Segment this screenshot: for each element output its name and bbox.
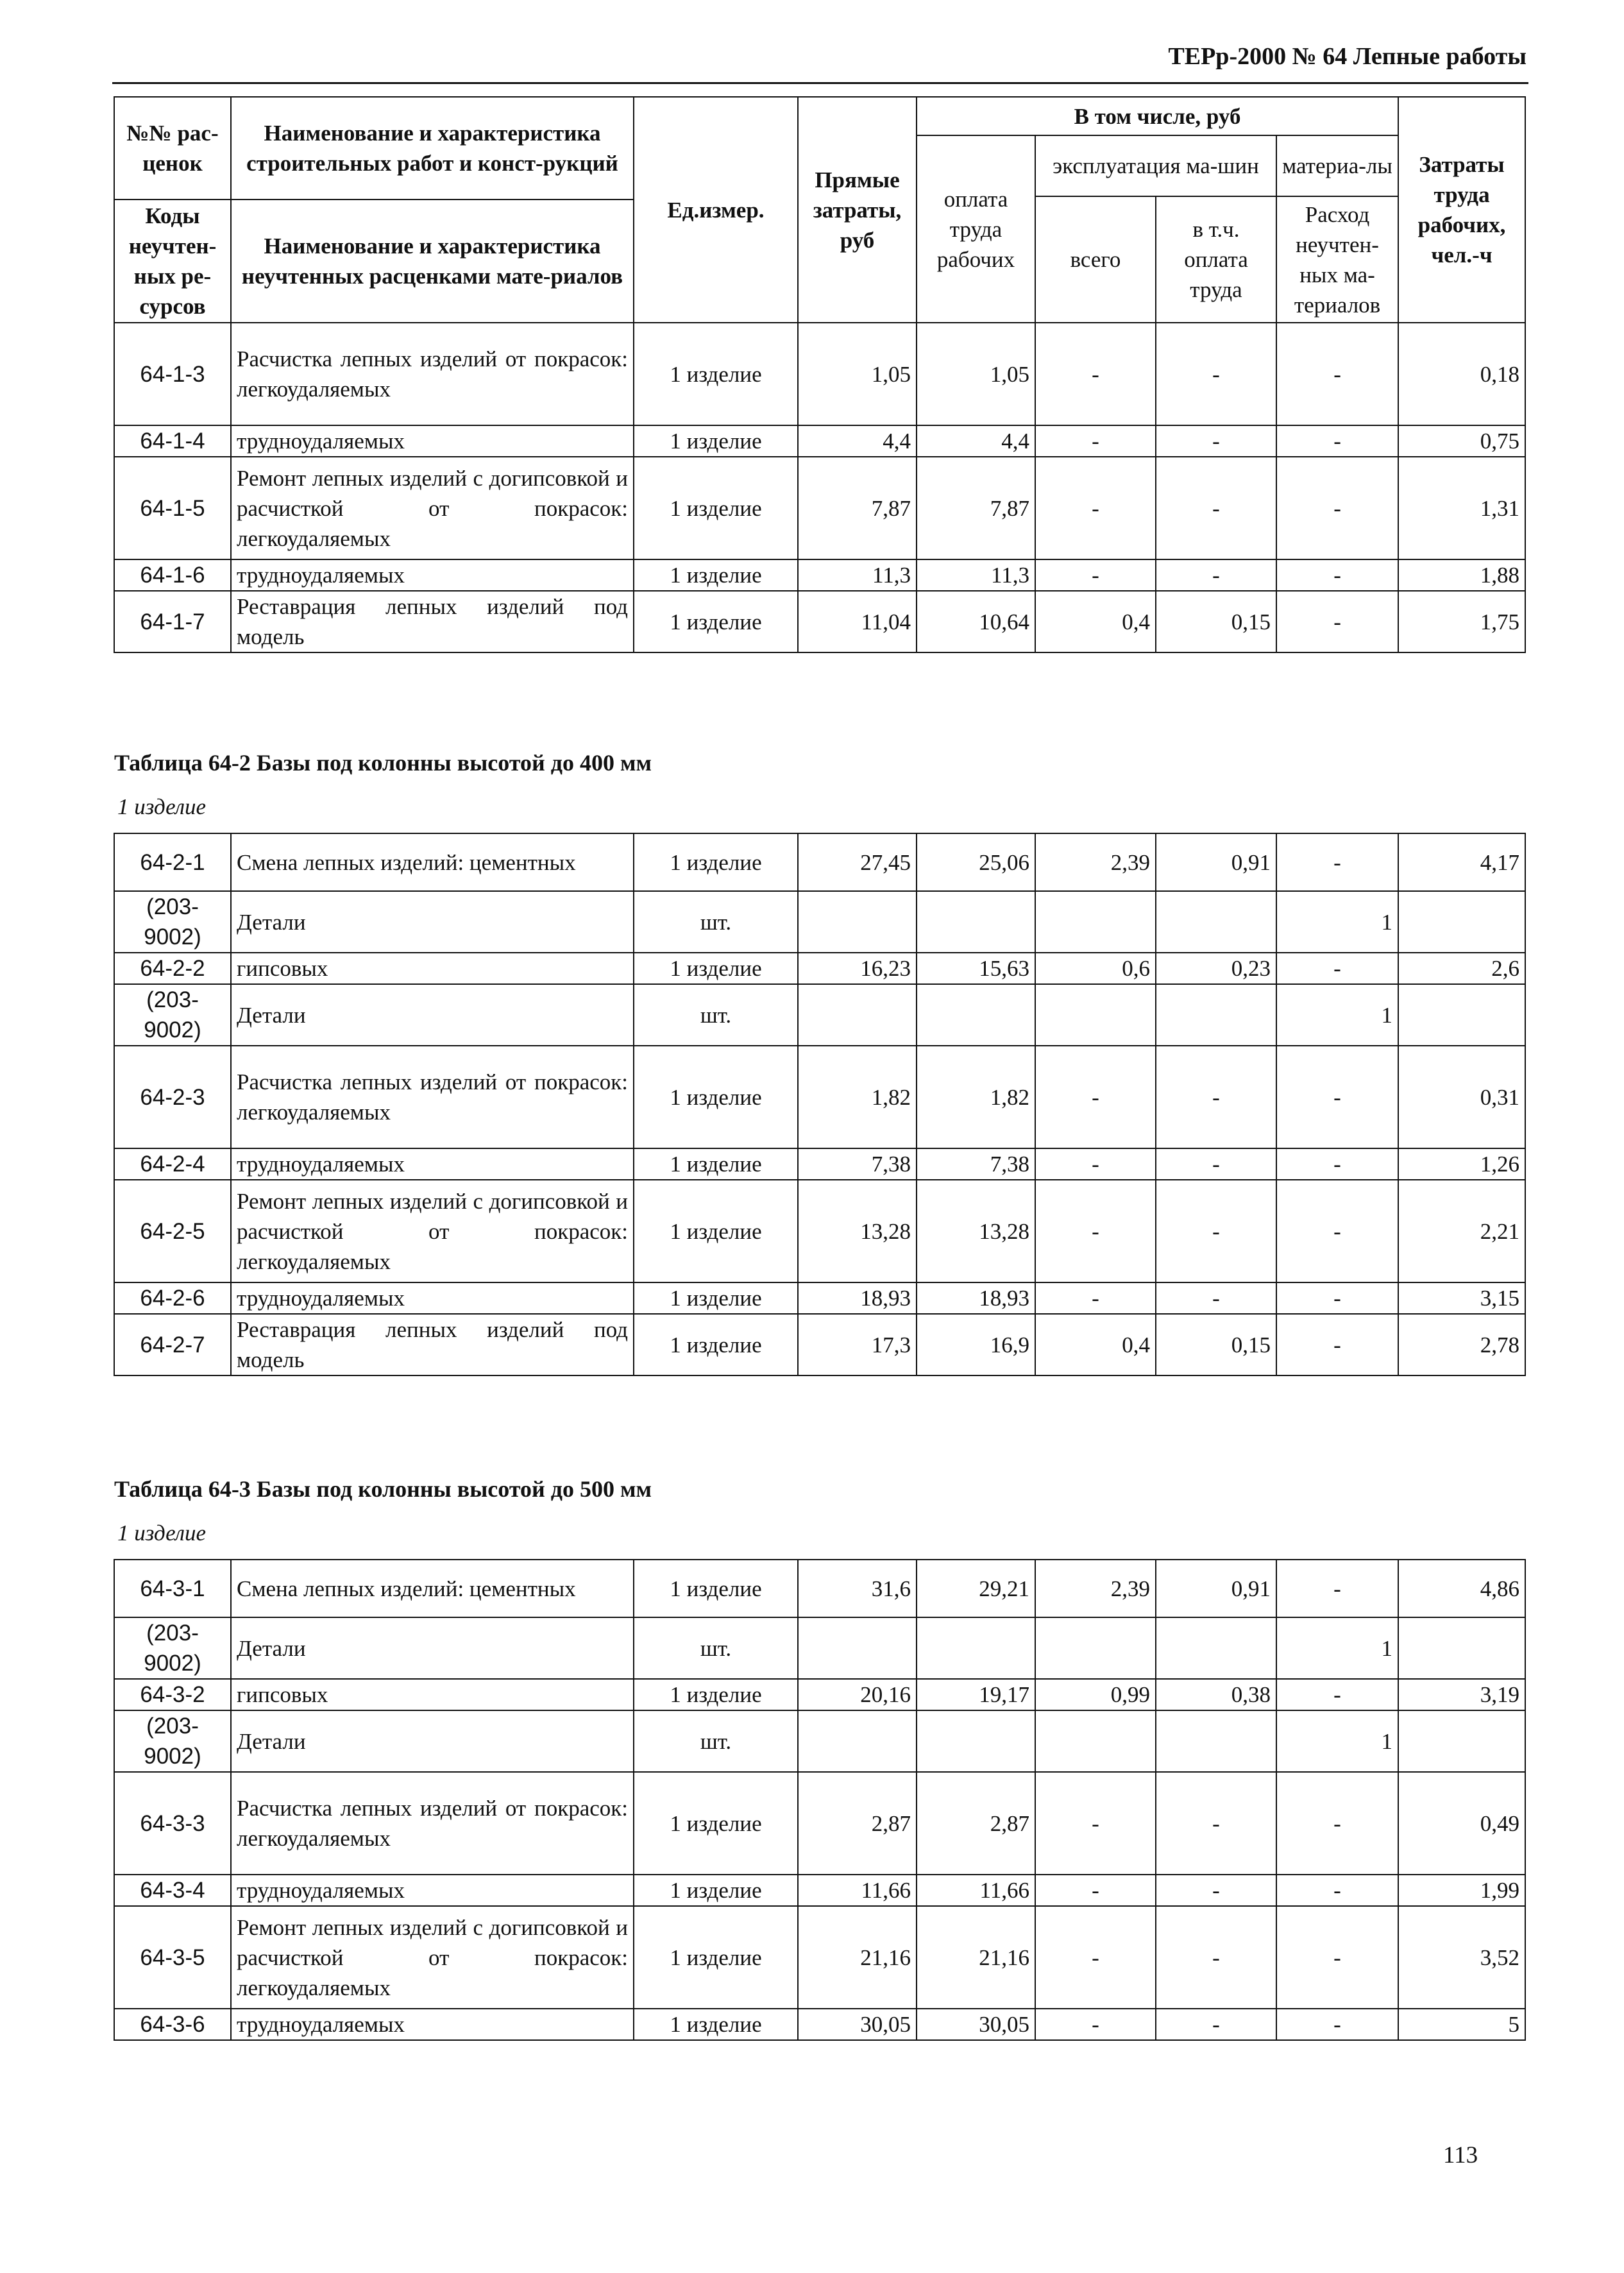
cell-code: (203-9002) [114,984,231,1046]
cell-mach-labor: - [1156,2009,1276,2040]
cell-labor-pay: 7,87 [917,457,1035,559]
cell-materials: - [1276,833,1398,891]
table-row [114,1314,1525,1375]
cell-materials: 1 [1276,1710,1398,1772]
cell-unit: шт. [634,1617,798,1679]
table-row [114,591,1525,652]
cell-materials: - [1276,591,1398,652]
cell-labor-pay: 18,93 [917,1282,1035,1314]
cell-materials: - [1276,559,1398,591]
cell-labor-cost: 1,31 [1398,457,1525,559]
cell-name: Расчистка лепных изделий от покрасок: легкоудаляемых [231,323,634,425]
cell-mach-total: 0,99 [1035,1679,1156,1710]
cell-mach-labor: - [1156,323,1276,425]
col-header-code: №№ рас-ценок [114,97,231,200]
cell-name: Реставрация лепных изделий под модель [231,1314,634,1375]
cell-mach-total: - [1035,1875,1156,1906]
cell-mach-total: - [1035,1046,1156,1148]
col-header-direct: Прямые затраты, руб [798,97,917,323]
cell-materials: - [1276,1906,1398,2009]
col-header-labor-pay: оплата труда рабочих [917,135,1035,323]
cell-labor-pay: 11,66 [917,1875,1035,1906]
cell-code: 64-1-7 [114,591,231,652]
cell-direct: 18,93 [798,1282,917,1314]
col-header-incl: В том числе, руб [917,97,1398,135]
table-row [114,1906,1525,2009]
cell-labor-pay: 10,64 [917,591,1035,652]
cell-direct: 1,82 [798,1046,917,1148]
cell-unit: 1 изделие [634,1148,798,1180]
cell-mach-labor: - [1156,425,1276,457]
cell-name: Смена лепных изделий: цементных [231,833,634,891]
cell-name: трудноудаляемых [231,2009,634,2040]
cell-materials: - [1276,1875,1398,1906]
cell-code: 64-2-6 [114,1282,231,1314]
cell-labor-pay [917,1710,1035,1772]
cell-name: Реставрация лепных изделий под модель [231,591,634,652]
cell-code: 64-3-1 [114,1560,231,1617]
cell-name: Ремонт лепных изделий с догипсовкой и расчисткой от покрасок: легкоудаляемых [231,457,634,559]
cell-mach-labor [1156,1710,1276,1772]
cell-direct: 31,6 [798,1560,917,1617]
cell-mach-total: - [1035,425,1156,457]
table-row [114,1710,1525,1772]
cell-unit: 1 изделие [634,457,798,559]
cell-unit: шт. [634,984,798,1046]
cell-materials: - [1276,1148,1398,1180]
header-rule [112,82,1528,84]
cell-unit: 1 изделие [634,559,798,591]
cell-mach-labor [1156,1617,1276,1679]
cell-labor-pay: 13,28 [917,1180,1035,1282]
cell-labor-cost: 1,75 [1398,591,1525,652]
running-header: ТЕРр-2000 № 64 Лепные работы [1168,43,1527,70]
cell-labor-pay: 1,05 [917,323,1035,425]
cell-mach-total: - [1035,1906,1156,2009]
cell-mach-labor: 0,15 [1156,1314,1276,1375]
cell-code: (203-9002) [114,1617,231,1679]
cell-materials: 1 [1276,1617,1398,1679]
cell-mach-total [1035,1710,1156,1772]
cell-labor-cost: 3,52 [1398,1906,1525,2009]
col-header-labor-cost: Затраты труда рабочих, чел.-ч [1398,97,1525,323]
cell-direct: 21,16 [798,1906,917,2009]
cell-code: 64-2-5 [114,1180,231,1282]
cell-code: 64-2-3 [114,1046,231,1148]
cell-unit: 1 изделие [634,2009,798,2040]
cell-name: Детали [231,1617,634,1679]
cell-labor-pay: 4,4 [917,425,1035,457]
table-64-3 [114,1559,1526,2041]
cell-mach-total: - [1035,457,1156,559]
cell-mach-total: 2,39 [1035,833,1156,891]
cell-mach-labor: - [1156,457,1276,559]
cell-direct: 7,87 [798,457,917,559]
cell-mach-total: - [1035,1772,1156,1875]
cell-name: Ремонт лепных изделий с догипсовкой и расчисткой от покрасок: легкоудаляемых [231,1180,634,1282]
cell-direct: 4,4 [798,425,917,457]
col-header-mat-unacc: Расход неучтен-ных ма-териалов [1276,196,1398,323]
cell-mach-total: - [1035,1180,1156,1282]
cell-labor-pay: 2,87 [917,1772,1035,1875]
table-64-3-unit: 1 изделие [117,1520,207,1545]
table-row [114,1148,1525,1180]
cell-name: Детали [231,984,634,1046]
cell-mach-labor: - [1156,559,1276,591]
col-header-res-code: Коды неучтен-ных ре-сурсов [114,200,231,323]
cell-mach-total [1035,984,1156,1046]
cell-labor-pay [917,1617,1035,1679]
cell-materials: - [1276,323,1398,425]
cell-labor-cost: 4,86 [1398,1560,1525,1617]
cell-name: Расчистка лепных изделий от покрасок: легкоудаляемых [231,1046,634,1148]
cell-unit: 1 изделие [634,1772,798,1875]
cell-unit: шт. [634,1710,798,1772]
cell-direct: 11,3 [798,559,917,591]
cell-direct [798,984,917,1046]
cell-direct: 2,87 [798,1772,917,1875]
cell-mach-total: - [1035,559,1156,591]
cell-labor-cost: 0,49 [1398,1772,1525,1875]
table-row [114,323,1525,425]
cell-labor-cost: 2,6 [1398,953,1525,984]
page-number: 113 [1443,2142,1478,2168]
cell-mach-labor: - [1156,1282,1276,1314]
cell-unit: 1 изделие [634,323,798,425]
cell-name: Ремонт лепных изделий с догипсовкой и расчисткой от покрасок: легкоудаляемых [231,1906,634,2009]
table-64-3-caption: Таблица 64-3 Базы под колонны высотой до 500 мм [114,1476,652,1502]
cell-direct: 7,38 [798,1148,917,1180]
cell-name: гипсовых [231,1679,634,1710]
cell-direct: 20,16 [798,1679,917,1710]
col-header-unit: Ед.измер. [634,97,798,323]
col-header-name: Наименование и характеристика строительных работ и конст-рукций [231,97,634,200]
cell-direct [798,1710,917,1772]
cell-materials: - [1276,1560,1398,1617]
cell-labor-cost [1398,984,1525,1046]
cell-direct: 11,66 [798,1875,917,1906]
cell-mach-total: 2,39 [1035,1560,1156,1617]
cell-materials: - [1276,457,1398,559]
cell-labor-pay: 30,05 [917,2009,1035,2040]
cell-labor-pay: 16,9 [917,1314,1035,1375]
cell-mach-labor [1156,984,1276,1046]
cell-mach-total: - [1035,1282,1156,1314]
table-row [114,2009,1525,2040]
cell-mach-labor: - [1156,1875,1276,1906]
cell-unit: 1 изделие [634,1282,798,1314]
cell-name: Детали [231,1710,634,1772]
cell-mach-total: - [1035,323,1156,425]
table-64-2-unit: 1 изделие [117,794,207,819]
cell-mach-labor [1156,891,1276,953]
table-row [114,425,1525,457]
cell-labor-cost: 1,26 [1398,1148,1525,1180]
col-header-res-name: Наименование и характеристика неучтенных расценками мате-риалов [231,200,634,323]
cell-materials: - [1276,1772,1398,1875]
cell-mach-total: - [1035,1148,1156,1180]
cell-labor-pay: 19,17 [917,1679,1035,1710]
cell-mach-total: 0,6 [1035,953,1156,984]
cell-unit: 1 изделие [634,1180,798,1282]
cell-labor-pay: 15,63 [917,953,1035,984]
col-header-mach-labor: в т.ч. оплата труда [1156,196,1276,323]
cell-unit: 1 изделие [634,833,798,891]
cell-name: трудноудаляемых [231,1148,634,1180]
cell-labor-pay: 29,21 [917,1560,1035,1617]
cell-unit: 1 изделие [634,1314,798,1375]
cell-unit: 1 изделие [634,591,798,652]
cell-name: трудноудаляемых [231,1875,634,1906]
cell-labor-pay: 25,06 [917,833,1035,891]
cell-code: 64-3-4 [114,1875,231,1906]
cell-mach-labor: - [1156,1046,1276,1148]
cell-mach-labor: 0,91 [1156,1560,1276,1617]
cell-unit: 1 изделие [634,1679,798,1710]
table-row [114,457,1525,559]
col-header-materials: материа-лы [1276,135,1398,196]
cell-mach-total [1035,1617,1156,1679]
cell-name: трудноудаляемых [231,1282,634,1314]
cell-mach-labor: 0,23 [1156,953,1276,984]
cell-code: 64-2-1 [114,833,231,891]
cell-direct: 13,28 [798,1180,917,1282]
cell-unit: 1 изделие [634,1906,798,2009]
cell-direct [798,891,917,953]
table-row [114,1560,1525,1617]
cell-code: (203-9002) [114,891,231,953]
cell-labor-pay: 1,82 [917,1046,1035,1148]
cell-materials: - [1276,425,1398,457]
cell-mach-total: - [1035,2009,1156,2040]
cell-mach-labor: - [1156,1180,1276,1282]
cell-labor-cost: 4,17 [1398,833,1525,891]
cell-unit: шт. [634,891,798,953]
cell-labor-cost: 5 [1398,2009,1525,2040]
cell-labor-cost: 3,15 [1398,1282,1525,1314]
cell-labor-cost: 1,99 [1398,1875,1525,1906]
cell-direct: 27,45 [798,833,917,891]
cell-materials: 1 [1276,891,1398,953]
cell-direct: 30,05 [798,2009,917,2040]
cell-code: 64-3-6 [114,2009,231,2040]
cell-materials: - [1276,1180,1398,1282]
cell-materials: - [1276,1046,1398,1148]
cell-code: 64-2-7 [114,1314,231,1375]
cell-labor-cost: 0,18 [1398,323,1525,425]
table-row [114,953,1525,984]
table-row [114,1772,1525,1875]
cell-unit: 1 изделие [634,1560,798,1617]
cell-unit: 1 изделие [634,953,798,984]
cell-mach-labor: 0,15 [1156,591,1276,652]
table-row [114,1282,1525,1314]
cell-name: Детали [231,891,634,953]
cell-code: (203-9002) [114,1710,231,1772]
cell-code: 64-3-5 [114,1906,231,2009]
cell-code: 64-1-4 [114,425,231,457]
cell-name: гипсовых [231,953,634,984]
cell-materials: - [1276,1282,1398,1314]
cell-materials: - [1276,1314,1398,1375]
cell-direct: 11,04 [798,591,917,652]
cell-mach-labor: - [1156,1772,1276,1875]
cell-name: трудноудаляемых [231,559,634,591]
table-row [114,984,1525,1046]
col-header-mach-total: всего [1035,196,1156,323]
cell-direct: 1,05 [798,323,917,425]
cell-materials: 1 [1276,984,1398,1046]
cell-labor-pay [917,891,1035,953]
table-row [114,1180,1525,1282]
cell-mach-labor: - [1156,1906,1276,2009]
cell-labor-pay: 21,16 [917,1906,1035,2009]
table-64-2-caption: Таблица 64-2 Базы под колонны высотой до 400 мм [114,750,652,776]
cell-mach-labor: - [1156,1148,1276,1180]
cell-mach-total: 0,4 [1035,591,1156,652]
cell-unit: 1 изделие [634,1046,798,1148]
cell-materials: - [1276,953,1398,984]
cell-code: 64-3-2 [114,1679,231,1710]
cell-name: трудноудаляемых [231,425,634,457]
cell-unit: 1 изделие [634,1875,798,1906]
cell-direct: 17,3 [798,1314,917,1375]
cell-code: 64-1-5 [114,457,231,559]
cell-materials: - [1276,1679,1398,1710]
cell-name: Расчистка лепных изделий от покрасок: легкоудаляемых [231,1772,634,1875]
cell-mach-labor: 0,38 [1156,1679,1276,1710]
table-64-2 [114,833,1526,1376]
cell-labor-cost: 2,78 [1398,1314,1525,1375]
cell-code: 64-2-4 [114,1148,231,1180]
cell-labor-cost [1398,1710,1525,1772]
cell-direct: 16,23 [798,953,917,984]
table-row [114,1679,1525,1710]
cell-labor-cost: 1,88 [1398,559,1525,591]
cell-code: 64-2-2 [114,953,231,984]
cell-code: 64-3-3 [114,1772,231,1875]
cell-labor-cost: 0,31 [1398,1046,1525,1148]
table-row [114,1046,1525,1148]
cell-mach-total [1035,891,1156,953]
cell-direct [798,1617,917,1679]
cell-mach-labor: 0,91 [1156,833,1276,891]
cell-code: 64-1-3 [114,323,231,425]
cell-materials: - [1276,2009,1398,2040]
col-header-machines: эксплуатация ма-шин [1035,135,1276,196]
table-row [114,833,1525,891]
cell-labor-cost: 3,19 [1398,1679,1525,1710]
table-row [114,1617,1525,1679]
cell-labor-pay [917,984,1035,1046]
table-row [114,1875,1525,1906]
table-64-1 [114,96,1526,653]
table-row [114,891,1525,953]
cell-code: 64-1-6 [114,559,231,591]
cell-labor-cost [1398,891,1525,953]
cell-labor-cost: 0,75 [1398,425,1525,457]
cell-labor-pay: 7,38 [917,1148,1035,1180]
table-row [114,559,1525,591]
cell-labor-cost: 2,21 [1398,1180,1525,1282]
cell-unit: 1 изделие [634,425,798,457]
cell-labor-pay: 11,3 [917,559,1035,591]
cell-name: Смена лепных изделий: цементных [231,1560,634,1617]
cell-mach-total: 0,4 [1035,1314,1156,1375]
cell-labor-cost [1398,1617,1525,1679]
